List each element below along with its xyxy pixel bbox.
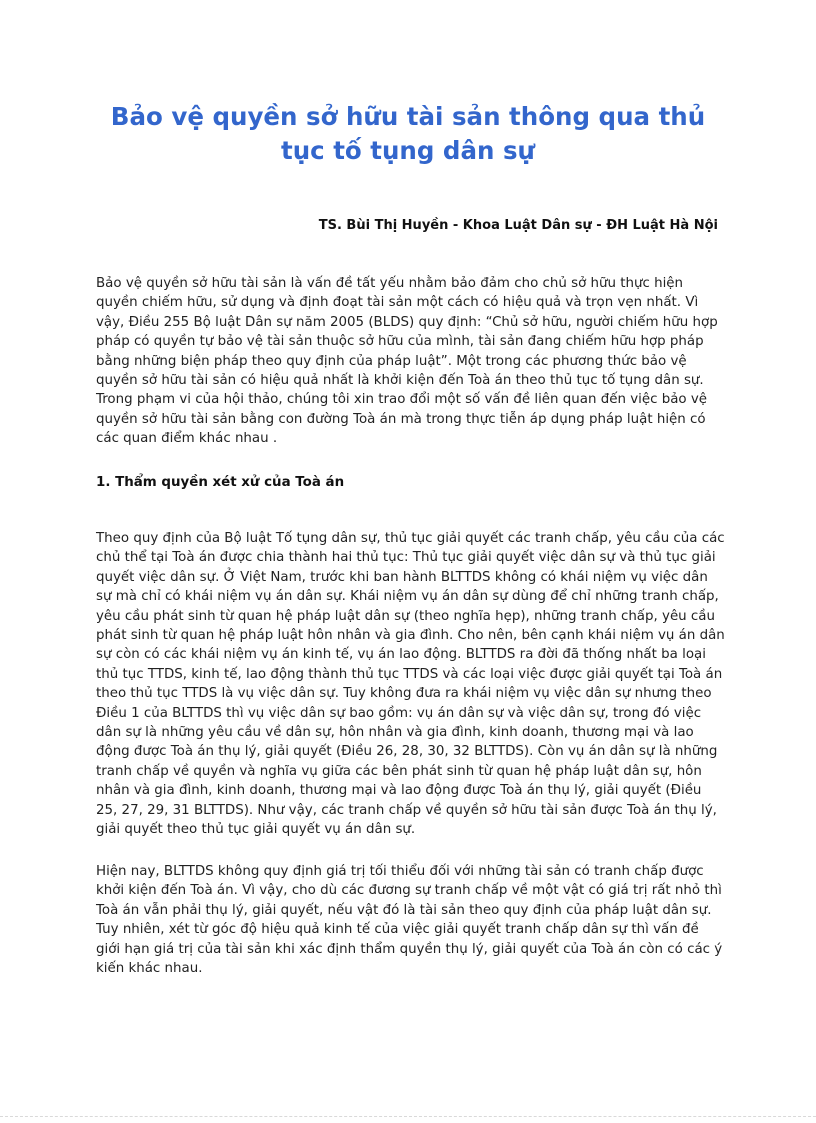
paragraph-intro: Bảo vệ quyền sở hữu tài sản là vấn đề tất yếu nhằm bảo đảm cho chủ sở hữu thực hiện quyền chiếm hữu, sử dụng và định đoạt tài sản một cách có hiệu quả và trọn vẹn nhất. Vì vậy, Điều 255 Bộ luật Dân sự năm 2005 (BLDS) quy định: “Chủ sở hữu, người chiếm hữu hợp pháp có quyền tự bảo vệ tài sản thuộc sở hữu của mình, tài sản đang chiếm hữu hợp pháp bằng những biện pháp theo quy định của pháp luật”. Một trong các phương thức bảo vệ quyền sở hữu tài sản có hiệu quả nhất là khởi kiện đến Toà án theo thủ tục tố tụng dân sự. Trong phạm vi của hội thảo, chúng tôi xin trao đổi một số vấn đề liên quan đến việc bảo vệ quyền sở hữu tài sản bằng con đường Toà án mà trong thực tiễn áp dụng pháp luật hiện có các quan điểm khác nhau . — [96, 276, 718, 447]
document-title: Bảo vệ quyền sở hữu tài sản thông qua thủ tục tố tụng dân sự — [110, 102, 706, 165]
section-heading: 1. Thẩm quyền xét xử của Toà án — [96, 475, 345, 490]
author-byline: TS. Bùi Thị Huyền - Khoa Luật Dân sự - ĐH Luật Hà Nội — [318, 218, 718, 233]
paragraph-jurisdiction: Theo quy định của Bộ luật Tố tụng dân sự, thủ tục giải quyết các tranh chấp, yêu cầu của các chủ thể tại Toà án được chia thành hai thủ tục: Thủ tục giải quyết việc dân sự và thủ tục giải quyết việc dân sự. Ở Việt Nam, trước khi ban hành BLTTDS không có khái niệm vụ việc dân sự mà chỉ có khái niệm vụ án dân sự. Khái niệm vụ án dân sự dùng để chỉ những tranh chấp, yêu cầu phát sinh từ quan hệ pháp luật dân sự (theo nghĩa hẹp), những tranh chấp, yêu cầu phát sinh từ quan hệ pháp luật hôn nhân và gia đình. Cho nên, bên cạnh khái niệm vụ án dân sự còn có các khái niệm vụ án kinh tế, vụ án lao động. BLTTDS ra đời đã thống nhất ba loại thủ tục TTDS, kinh tế, lao động thành thủ tục TTDS và các loại việc được giải quyết tại Toà án theo thủ tục TTDS là vụ việc dân sự. Tuy không đưa ra khái niệm vụ việc dân sự nhưng theo Điều 1 của BLTTDS thì vụ việc dân sự bao gồm: vụ án dân sự và việc dân sự, trong đó việc dân sự là những yêu cầu về dân sự, hôn nhân và gia đình, kinh doanh, thương mại và lao động được Toà án thụ lý, giải quyết (Điều 26, 28, 30, 32 BLTTDS). Còn vụ án dân sự là những tranh chấp về quyền và nghĩa vụ giữa các bên phát sinh từ quan hệ pháp luật dân sự, hôn nhân và gia đình, kinh doanh, thương mại và lao động được Toà án thụ lý, giải quyết (Điều 25, 27, 29, 31 BLTTDS). Như vậy, các tranh chấp về quyền sở hữu tài sản được Toà án thụ lý, giải quyết theo thủ tục giải quyết vụ án dân sự. — [96, 531, 725, 838]
paragraph-asset-value: Hiện nay, BLTTDS không quy định giá trị tối thiểu đối với những tài sản có tranh chấp được khởi kiện đến Toà án. Vì vậy, cho dù các đương sự tranh chấp về một vật có giá trị rất nhỏ thì Toà án vẫn phải thụ lý, giải quyết, nếu vật đó là tài sản theo quy định của pháp luật dân sự. Tuy nhiên, xét từ góc độ hiệu quả kinh tế của việc giải quyết tranh chấp dân sự thì vấn đề giới hạn giá trị của tài sản khi xác định thẩm quyền thụ lý, giải quyết của Toà án còn có các ý kiến khác nhau. — [96, 864, 723, 977]
page-bottom-divider — [0, 1116, 816, 1117]
